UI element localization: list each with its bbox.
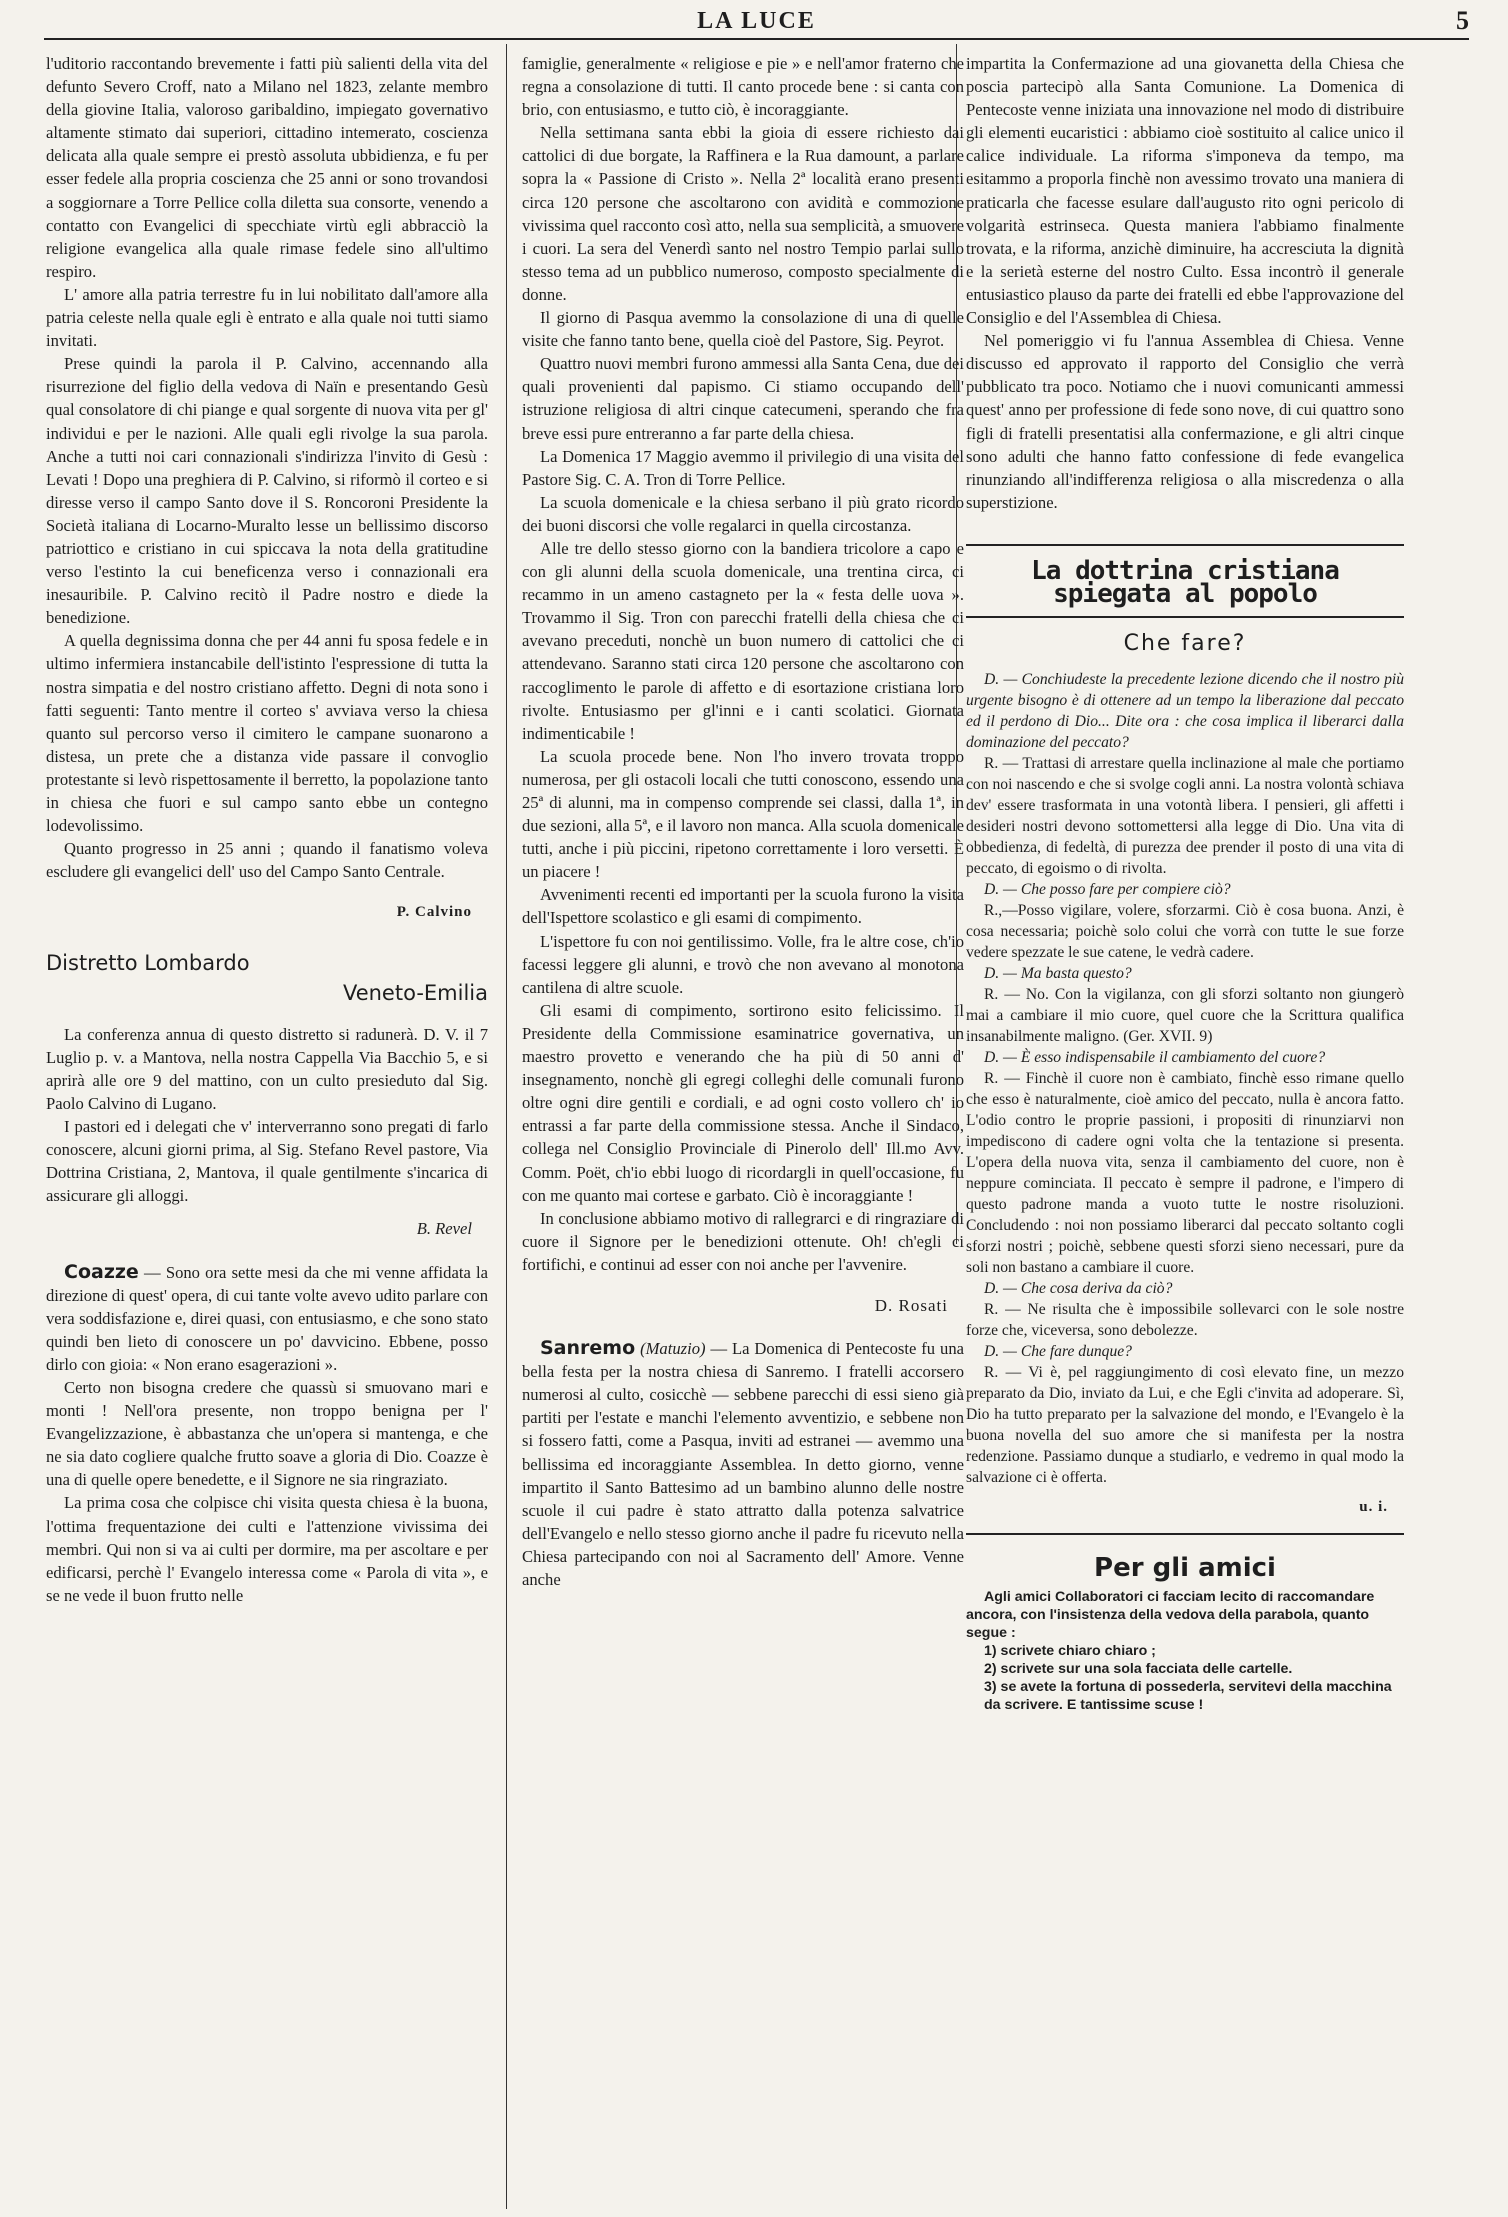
article-lead-coazze: Coazze	[64, 1260, 139, 1283]
list-item: 1) scrivete chiaro chiaro ;	[984, 1643, 1156, 1660]
paragraph: Nella settimana santa ebbi la gioia di essere richiesto dai cattolici di due borgate, la Raffinera e la Rua damount, a parlare sopra la « Passione di Cristo ». Nella 2ª località erano presenti circa 120 persone che ascoltarono con avidità e commozione vivissima quel racconto così atto, nella sua semplicità, a smuovere i cuori. La sera del Venerdì santo nel nostro Tempio parlai sullo stesso tema ad un pubblico numeroso, composto specialmente di donne.	[522, 123, 964, 304]
signature: D. Rosati	[874, 1295, 948, 1315]
page-number: 5	[1456, 6, 1469, 35]
paragraph: Certo non bisogna credere che quassù si smuovano mari e monti ! Nell'ora presente, non troppo benigna per l' Evangelizzazione, è abbastanza che un'opera si mantenga, e che ne sia dato cogliere qualche frutto soave a gloria di Dio. Coazze è una di quelle opere benedette, e il Signore ne sia ringraziato.	[46, 1377, 488, 1490]
column-divider-1	[506, 44, 507, 2209]
answer: R. — No. Con la vigilanza, con gli sforzi soltanto non giungerò mai a cambiare il mio cuore, quel cuore che la Scrittura qualifica insanabilmente maligno. (Ger. XVII. 9)	[966, 986, 1404, 1046]
paragraph: famiglie, generalmente « religiose e pie » e nell'amor fraterno che regna a consolazione di tutti. Il canto procede bene : si canta con brio, con entusiasmo, e tutto ciò, è incoraggiante.	[522, 54, 964, 120]
newspaper-title: LA LUCE	[697, 8, 816, 34]
section-subheading: Veneto-Emilia	[342, 980, 488, 1005]
column-1	[46, 52, 488, 1607]
paragraph: A quella degnissima donna che per 44 anni fu sposa fedele e in ultimo infermiera instancabile dell'istinto l'espressione di tutta la nostra simpatia e del nostro cristiano affetto. Degni di nota sono i fatti seguenti: Tanto mentre il corteo s' avviava verso la chiesa quanto sul percorso verso il cimitero le campane suonarono a distesa, un prete che a distanza vide passare il convoglio protestante si levò rispettosamente il berretto, la popolazione tanto in chiesa che fuori e sul campo santo ebbe un contegno lodevolissimo.	[46, 631, 488, 836]
column-2	[522, 52, 964, 1591]
spacer	[522, 1317, 964, 1337]
header-rule	[44, 38, 1469, 40]
answer: R. — Ne risulta che è impossibile sollevarci con le sole nostre forze che, viceversa, sono debolezze.	[966, 1301, 1404, 1340]
paragraph: l'uditorio raccontando brevemente i fatti più salienti della vita del defunto Severo Croff, nato a Milano nel 1823, zelante membro della giovine Italia, valoroso garibaldino, impiegato governativo altamente stimato dai superiori, cittadino intemerato, coscienza delicata alla quale sempre ei prestò assoluta ubbidienza, e fu per esser fedele alla propria coscienza che 25 anni or sono trovandosi a soggiornare a Torre Pellice colla diletta sua consorte, venendo a contatto con Evangelici di specchiate virtù egli abbracciò la religione evangelica alla quale rimase fedele sino all'ultimo respiro.	[46, 54, 488, 281]
answer: R.,—Posso vigilare, volere, sforzarmi. Ciò è cosa buona. Anzi, è cosa necessaria; poichè solo colui che vorrà con tutte le sue forze vedere spezzate le sue catene, le vedrà cadere.	[966, 902, 1404, 962]
paragraph: L' amore alla patria terrestre fu in lui nobilitato dall'amore alla patria celeste nella quale egli è entrato e alla quale noi tutti siamo invitati.	[46, 284, 488, 351]
paragraph: La scuola procede bene. Non l'ho invero trovata troppo numerosa, per gli ostacoli locali che tutti conoscono, essendo una 25ª di alunni, ma in compenso comprende sei classi, dalla 1ª, in due sezioni, alla 5ª, e il lavoro non manca. Alla scuola domenicale tutti, anche i più piccini, ripetono correttamente i loro versetti. È un piacere !	[522, 746, 964, 882]
page-header	[44, 6, 1469, 34]
paragraph: In conclusione abbiamo motivo di rallegrarci e di ringraziare di cuore il Signore per le benedizioni ottenute. Oh! ch'egli ci fortifichi, e continui ad esser con noi anche per l'avvenire.	[522, 1208, 964, 1274]
signature: u. i.	[1359, 1499, 1388, 1516]
paragraph	[46, 1261, 488, 1376]
paragraph: Quattro nuovi membri furono ammessi alla Santa Cena, due dei quali provenienti dal papismo. Ci stiamo occupando dell' istruzione religiosa di altri cinque catecumeni, sperando che fra breve essi pure entreranno a far parte della chiesa.	[522, 354, 964, 443]
paragraph: Quanto progresso in 25 anni ; quando il fanatismo voleva escludere gli evangelici dell' uso del Campo Santo Centrale.	[46, 839, 488, 882]
list-item: 2) scrivete sur una sola facciata delle cartelle.	[984, 1661, 1293, 1678]
answer: R. — Trattasi di arrestare quella inclinazione al male che portiamo con noi nascendo e che si svolge cogli anni. La nostra volontà schiava dev' essere trasformata in una votontà libera. I pensieri, gli affetti i desideri nostri devono sottomettersi alla legge di Dio. Una vita di obbedienza, di fedeltà, di purezza dee prender il posto di una vita di peccato, di egoismo o di rivolta.	[966, 755, 1404, 878]
box-top-rule	[966, 544, 1404, 546]
paragraph-text: — La Domenica di Pentecoste fu una bella festa per la nostra chiesa di Sanremo. I fratelli accorsero numerosi al culto, cosicchè — sebbene parecchi di essi sieno già partiti per l'estate e manchi l'elemento avventizio, e sebbene non si fossero fatti, come a Pasqua, inviti ad estranei — avemmo una bellissima ed incoraggiante Assemblea. In detto giorno, venne impartito il Santo Battesimo ad un bambino alunno delle nostre scuole il cui padre è stato attratto dalla potenza salvatrice dell'Evangelo e nello stesso giorno anche il padre fu ricevuto nella Chiesa partecipando con noi al Sacramento dell' Amore. Venne anche	[522, 1339, 964, 1589]
amici-notice	[966, 1588, 1404, 1714]
question: D. — Ma basta questo?	[984, 965, 1132, 983]
list-item: 3) se avete la fortuna di possederla, servitevi della macchina da scrivere. E tantissime scuse !	[984, 1679, 1392, 1714]
paragraph-text: — Sono ora sette mesi da che mi venne affidata la direzione di quest' opera, di cui tante volte avevo udito parlare con vera soddisfazione e, direi quasi, con entusiasmo, e che sono stato quindi ben lieto di conoscere un po' davvicino. Ebbene, posso dirlo con gioia: « Non erano esagerazioni ».	[46, 1262, 488, 1374]
column-3	[966, 52, 1404, 1714]
qa-list	[966, 669, 1404, 1488]
paragraph: Alle tre dello stesso giorno con la bandiera tricolore a capo e con gli alunni della scuola domenicale, una trentina circa, ci recammo in un ameno castagneto per la « festa delle uova ». Trovammo il Sig. Tron con parecchi fratelli della chiesa che ci avevano preceduti, nonchè un buon numero di cattolici che ci attendevano. Saranno stati circa 120 persone che ascoltarono con raccoglimento le parole di affetto e di esortazione cristiana loro rivolte. Entusiasmo per gl'inni e i canti scolatici. Giornata indimenticabile !	[522, 538, 964, 743]
paragraph: La prima cosa che colpisce chi visita questa chiesa è la buona, l'ottima frequentazione dei culti e l'attenzione vivissima dei membri. Qui non si va ai culti per dormire, ma per ascoltare e per edificarsi, perchè l' Evangelo interessa come « Parola di vita », e se ne vede il buon frutto nelle	[46, 1493, 488, 1605]
paragraph: Agli amici Collaboratori ci facciam lecito di raccomandare ancora, con l'insistenza della vedova della parabola, quanto segue :	[966, 1589, 1375, 1642]
paragraph: La scuola domenicale e la chiesa serbano il più grato ricordo dei buoni discorsi che volle regalarci in quella circostanza.	[522, 492, 964, 535]
spacer	[46, 1241, 488, 1261]
paragraph: Gli esami di compimento, sortirono esito felicissimo. Il Presidente della Commissione esaminatrice governativa, un maestro provetto e venerando che ha più di 50 anni d' insegnamento, nonchè gli egregi colleghi delle comunali furono oltre ogni dire gentili e cordiali, e ad ogni costo vollero ch' io entrassi a far parte della commissione stessa. Anche il Sindaco, collega nel Consiglio Provinciale di Pinerolo dell' Ill.mo Avv. Comm. Poët, ch'io ebbi luogo di ricordargli in quell'occasione, fu con me quanto mai cortese e garbato. Ciò è incoraggiante !	[522, 1000, 964, 1205]
paragraph: Prese quindi la parola il P. Calvino, accennando alla risurrezione del figlio della vedova di Naïn e presentando Gesù qual consolatore di chi piange e qual sorgente di nuova vita per gl' individui e per le nazioni. Alle quali egli rivolge la sua parola. Anche a tutti noi cari connazionali s'indirizza l'invito di Gesù : Levati ! Dopo una preghiera di P. Calvino, si riformò il corteo e si diresse verso il campo Santo dove il S. Roncoroni Presidente la Società italiana di Locarno-Muralto lesse un bellissimo discorso patriottico e cristiano in cui spiccava la nota della gratitudine verso l'estinto la cui beneficenza verso i connazionali era inesauribile. P. Calvino recitò il Padre nostro e diede la benedizione.	[46, 354, 488, 628]
question: D. — È esso indispensabile il cambiamento del cuore?	[984, 1049, 1326, 1067]
box-title: La dottrina cristiana spiegata al popolo	[966, 560, 1404, 618]
article-lead-sanremo: Sanremo	[540, 1337, 636, 1360]
paragraph: I pastori ed i delegati che v' interverranno sono pregati di farlo conoscere, alcuni giorni prima, al Sig. Stefano Revel pastore, Via Dottrina Cristiana, 2, Mantova, il quale gentilmente s'incarica di assicurare gli alloggi.	[46, 1117, 488, 1206]
section-heading: Distretto Lombardo	[46, 951, 250, 976]
amici-title: Per gli amici	[1094, 1553, 1276, 1584]
paragraph: La Domenica 17 Maggio avemmo il privilegio di una visita del Pastore Sig. C. A. Tron di Torre Pellice.	[522, 446, 964, 489]
box-subtitle: Che fare?	[1123, 631, 1247, 657]
paragraph: impartita la Confermazione ad una giovanetta della Chiesa che poscia partecipò alla Santa Comunione. La Domenica di Pentecoste venne iniziata una innovazione nel modo di distribuire gli elementi eucaristici : abbiamo cioè sostituito al calice unico il calice individuale. La riforma s'imponeva da tempo, ma esitammo a proporla finchè non avessimo trovato una maniera di praticarla che facesse esulare dall'augusto rito ogni pericolo di volgarità estrinseca. Questa maniera l'abbiamo finalmente trovata, e la riforma, anzichè diminuire, ha accresciuta la dignità e la serietà esterne del nostro Culto. Essa incontrò il generale entusiastico plauso da parte dei fratelli ed ebbe l'approvazione del Consiglio e del l'Assemblea di Chiesa.	[966, 54, 1404, 328]
question: D. — Che fare dunque?	[984, 1343, 1132, 1361]
place-name: (Matuzio)	[640, 1339, 706, 1359]
paragraph: Avvenimenti recenti ed importanti per la scuola furono la visita dell'Ispettore scolastico e gli esami di compimento.	[522, 885, 964, 928]
paragraph: Il giorno di Pasqua avemmo la consolazione di una di quelle visite che fanno tanto bene, quella cioè del Pastore, Sig. Peyrot.	[522, 308, 964, 351]
answer: R. — Finchè il cuore non è cambiato, finchè esso rimane quello che esso è naturalmente, cioè amico del peccato, nulla è ancora fatto. L'odio contro le proprie passioni, i propositi di rinunziarvi non impediscono di cadere ogni volta che la tentazione si presenta. L'opera della nuova vita, senza il cambiamento del cuore, non è neppure cominciata. Il peccato è sempre il padrone, e l'impero di questo padrone manda a vuoto tutte le nostre risoluzioni. Concludendo : noi non possiamo liberarci dal peccato soltanto cogli sforzi nostri ; poichè, sebbene questi sforzi sieno necessari, pure da soli non bastano a cambiare il cuore.	[966, 1070, 1404, 1277]
question: D. — Che cosa deriva da ciò?	[984, 1280, 1173, 1298]
question: D. — Che posso fare per compiere ciò?	[984, 881, 1231, 899]
box-bottom-rule	[966, 1533, 1404, 1535]
paragraph: L'ispettore fu con noi gentilissimo. Volle, fra le altre cose, ch'io facessi leggere gli alunni, e trovò che non avevano al monotona cantilena di altre scuole.	[522, 931, 964, 997]
paragraph: Nel pomeriggio vi fu l'annua Assemblea di Chiesa. Venne discusso ed approvato il rapporto del Consiglio che verrà pubblicato tra poco. Notiamo che i nuovi comunicanti ammessi quest' anno per professione di fede sono nove, di cui quattro sono figli di fratelli presentatisi alla confermazione, e gli altri cinque sono adulti che hanno fatto confessione di fede evangelica rinunziando all'indifferenza religiosa o alla miscredenza o alla superstizione.	[966, 331, 1404, 512]
paragraph: La conferenza annua di questo distretto si radunerà. D. V. il 7 Luglio p. v. a Mantova, nella nostra Cappella Via Bacchio 5, e si aprirà alle ore 9 del mattino, con un culto presieduto dal Sig. Paolo Calvino di Lugano.	[46, 1024, 488, 1113]
signature: B. Revel	[416, 1219, 472, 1239]
answer: R. — Vi è, pel raggiungimento di così elevato fine, un mezzo preparato da Dio, inviato da Lui, e che Egli c'invita ad adoperare. Sì, Dio ha tutto preparato per la salvazione del mondo, e l'Evangelo è la buona novella del suo amore che si manifesta per la nostra redenzione. Passiamo dunque a studiarlo, e vedremo in qual modo la salvazione ci è offerta.	[966, 1364, 1404, 1487]
signature: P. Calvino	[396, 904, 472, 921]
question: D. — Conchiudeste la precedente lezione dicendo che il nostro più urgente bisogno è di ottenere ad un tempo la liberazione dal peccato ed il perdono di Dio... Dite ora : che cosa implica il liberarci dalla dominazione del peccato?	[966, 671, 1404, 752]
paragraph	[522, 1337, 964, 1591]
